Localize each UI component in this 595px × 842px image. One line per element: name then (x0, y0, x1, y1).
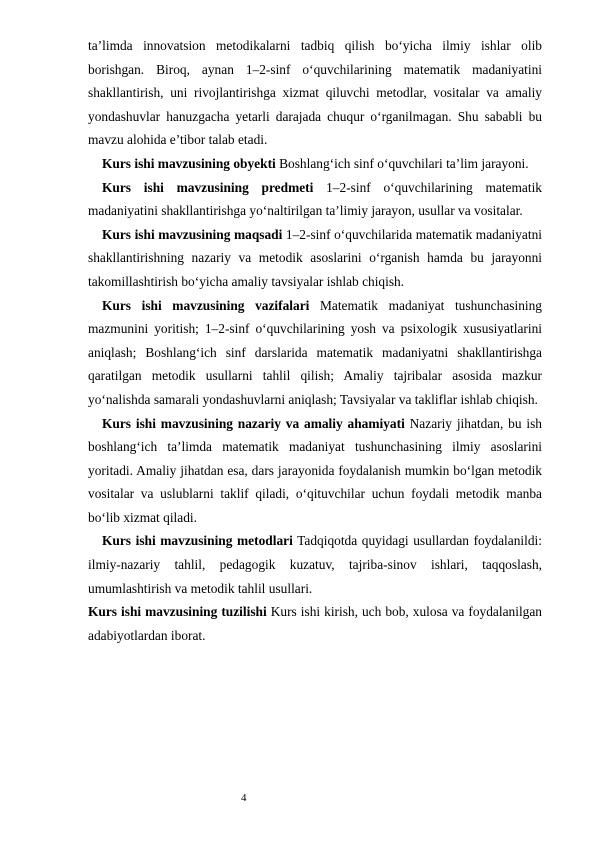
tasks-text: Matematik madaniyat tushunchasining mazmunini yoritish; 1–2-sinf o‘quvchilarining yosh va psixologik xususiyatlarini aniqlash; Boshlang‘ich sinf darslarida matematik madaniyatni shakllantirishga qaratilgan metodik usullarni tahlil qilish; Amaliy tajribalar asosida mazkur yo‘nalishda samarali yondashuvlarni aniqlash; Tavsiyalar va takliflar ishlab chiqish. (88, 297, 542, 407)
subject-paragraph (88, 176, 542, 223)
goal-paragraph (88, 223, 542, 294)
paragraph-text: ta’limda innovatsion metodikalarni tadbiq qilish bo‘yicha ilmiy ishlar olib borishgan. Biroq, aynan 1–2-sinf o‘quvchilarining matematik madaniyatini shakllantirish, uni rivojlantirishga xizmat qiluvchi metodlar, vositalar va amaliy yondashuvlar hanuzgacha yetarli darajada chuqur o‘rganilmagan. Shu sababli bu mavzu alohida e’tibor talab etadi. (88, 38, 542, 148)
significance-paragraph (88, 412, 542, 530)
subject-heading: Kurs ishi mavzusining predmeti (102, 179, 314, 195)
methods-heading: Kurs ishi mavzusining metodlari (102, 533, 293, 549)
page-number: 4 (241, 792, 247, 804)
methods-text: Tadqiqotda quyidagi usullardan foydalanildi: ilmiy-nazariy tahlil, pedagogik kuzatuv, tajriba-sinov ishlari, taqqoslash, umumlashtirish va metodik tahlil usullari. (88, 533, 542, 596)
methods-paragraph (88, 529, 542, 600)
goal-heading: Kurs ishi mavzusining maqsadi (102, 226, 283, 242)
intro-continuation-paragraph (88, 34, 542, 152)
significance-text: Nazariy jihatdan, bu ish boshlang‘ich ta’limda matematik madaniyat tushunchasining ilmiy asoslarini yoritadi. Amaliy jihatdan esa, dars jarayonida foydalanish mumkin bo‘lgan metodik vositalar va uslublarni taklif qiladi, o‘qituvchilar uchun foydali metodik manba bo‘lib xizmat qiladi. (88, 415, 543, 525)
tasks-paragraph (88, 294, 542, 412)
object-heading: Kurs ishi mavzusining obyekti (102, 155, 276, 171)
object-text: Boshlang‘ich sinf o‘quvchilari ta’lim jarayoni. (275, 155, 529, 171)
object-paragraph (88, 152, 542, 176)
goal-text: 1–2-sinf o‘quvchilarida matematik madaniyatni shakllantirishning nazariy va metodik asoslarini o‘rganish hamda bu jarayonni takomillashtirish bo‘yicha amaliy tavsiyalar ishlab chiqish. (88, 226, 542, 289)
significance-heading: Kurs ishi mavzusining nazariy va amaliy ahamiyati (102, 415, 405, 431)
structure-paragraph (88, 600, 542, 647)
structure-heading: Kurs ishi mavzusining tuzilishi (88, 604, 267, 620)
tasks-heading: Kurs ishi mavzusining vazifalari (102, 297, 310, 313)
structure-text: Kurs ishi kirish, uch bob, xulosa va foydalanilgan adabiyotlardan iborat. (88, 604, 542, 643)
document-page (88, 34, 542, 647)
subject-text: 1–2-sinf o‘quvchilarining matematik madaniyatini shakllantirishga yo‘naltirilgan ta’limiy jarayon, usullar va vositalar. (88, 179, 542, 219)
